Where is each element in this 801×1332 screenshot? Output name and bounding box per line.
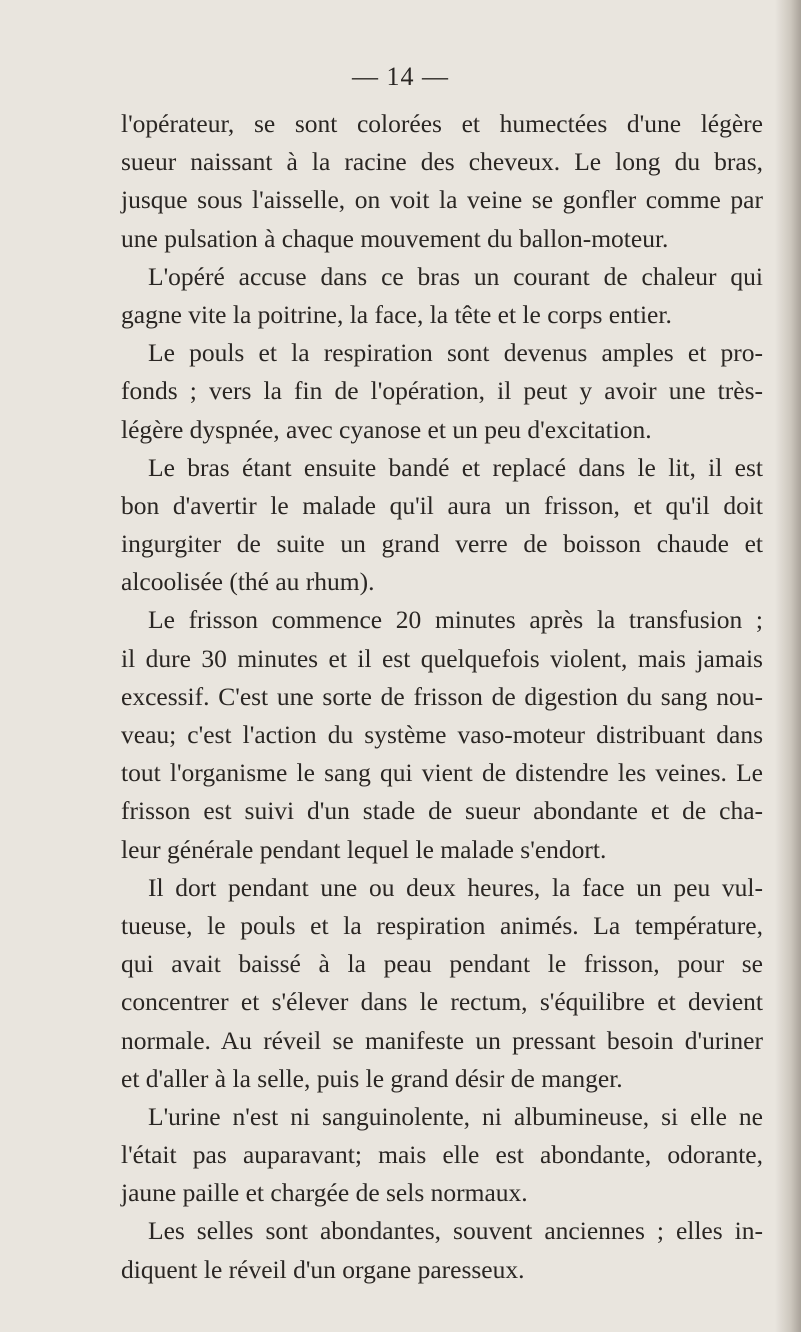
text-line: Il dort pendant une ou deux heures, la face un peu vul- [148, 872, 763, 902]
text-line: l'était pas auparavant; mais elle est abondante, odorante, [121, 1140, 763, 1170]
text-line: concentrer et s'élever dans le rectum, s'équilibre et devient [121, 987, 763, 1017]
text-line: L'urine n'est ni sanguinolente, ni albumineuse, si elle ne [148, 1101, 763, 1131]
text-line: leur générale pendant lequel le malade s'endort. [121, 834, 607, 864]
page-number: — 14 — [352, 62, 449, 91]
text-line: ingurgiter de suite un grand verre de boisson chaude et [121, 529, 763, 559]
text-line: gagne vite la poitrine, la face, la tête et le corps entier. [121, 299, 672, 329]
text-line: l'opérateur, se sont colorées et humectées d'une légère [121, 109, 763, 138]
text-line: qui avait baissé à la peau pendant le frisson, pour se [121, 949, 763, 979]
body-text [121, 105, 763, 1289]
text-line: normale. Au réveil se manifeste un pressant besoin d'uriner [121, 1025, 763, 1055]
text-line: Le frisson commence 20 minutes après la transfusion ; [148, 605, 763, 635]
text-line: il dure 30 minutes et il est quelquefois violent, mais jamais [121, 643, 763, 673]
text-line: Les selles sont abondantes, souvent anciennes ; elles in- [148, 1216, 763, 1246]
text-line: sueur naissant à la racine des cheveux. Le long du bras, [121, 147, 763, 177]
text-line: alcoolisée (thé au rhum). [121, 567, 375, 597]
text-line: L'opéré accuse dans ce bras un courant de chaleur qui [148, 261, 763, 291]
text-line: légère dyspnée, avec cyanose et un peu d'excitation. [121, 414, 652, 444]
text-line: frisson est suivi d'un stade de sueur abondante et de cha- [121, 796, 763, 826]
text-line: Le pouls et la respiration sont devenus amples et pro- [148, 338, 763, 368]
text-line: jaune paille et chargée de sels normaux. [121, 1178, 528, 1208]
text-line: et d'aller à la selle, puis le grand désir de manger. [121, 1063, 623, 1093]
text-line: une pulsation à chaque mouvement du ballon-moteur. [121, 223, 669, 253]
text-line: diquent le réveil d'un organe paresseux. [121, 1254, 525, 1284]
text-line: fonds ; vers la fin de l'opération, il peut y avoir une très- [121, 376, 763, 406]
text-line: excessif. C'est une sorte de frisson de digestion du sang nou- [121, 681, 763, 711]
text-line: jusque sous l'aisselle, on voit la veine se gonfler comme par [121, 185, 763, 215]
text-line: bon d'avertir le malade qu'il aura un frisson, et qu'il doit [121, 490, 763, 520]
text-line: tueuse, le pouls et la respiration animés. La température, [121, 910, 763, 940]
page-edge-shadow [775, 0, 801, 1332]
text-line: Le bras étant ensuite bandé et replacé dans le lit, il est [148, 452, 763, 482]
text-line: tout l'organisme le sang qui vient de distendre les veines. Le [121, 758, 763, 788]
text-line: veau; c'est l'action du système vaso-moteur distribuant dans [121, 720, 763, 749]
